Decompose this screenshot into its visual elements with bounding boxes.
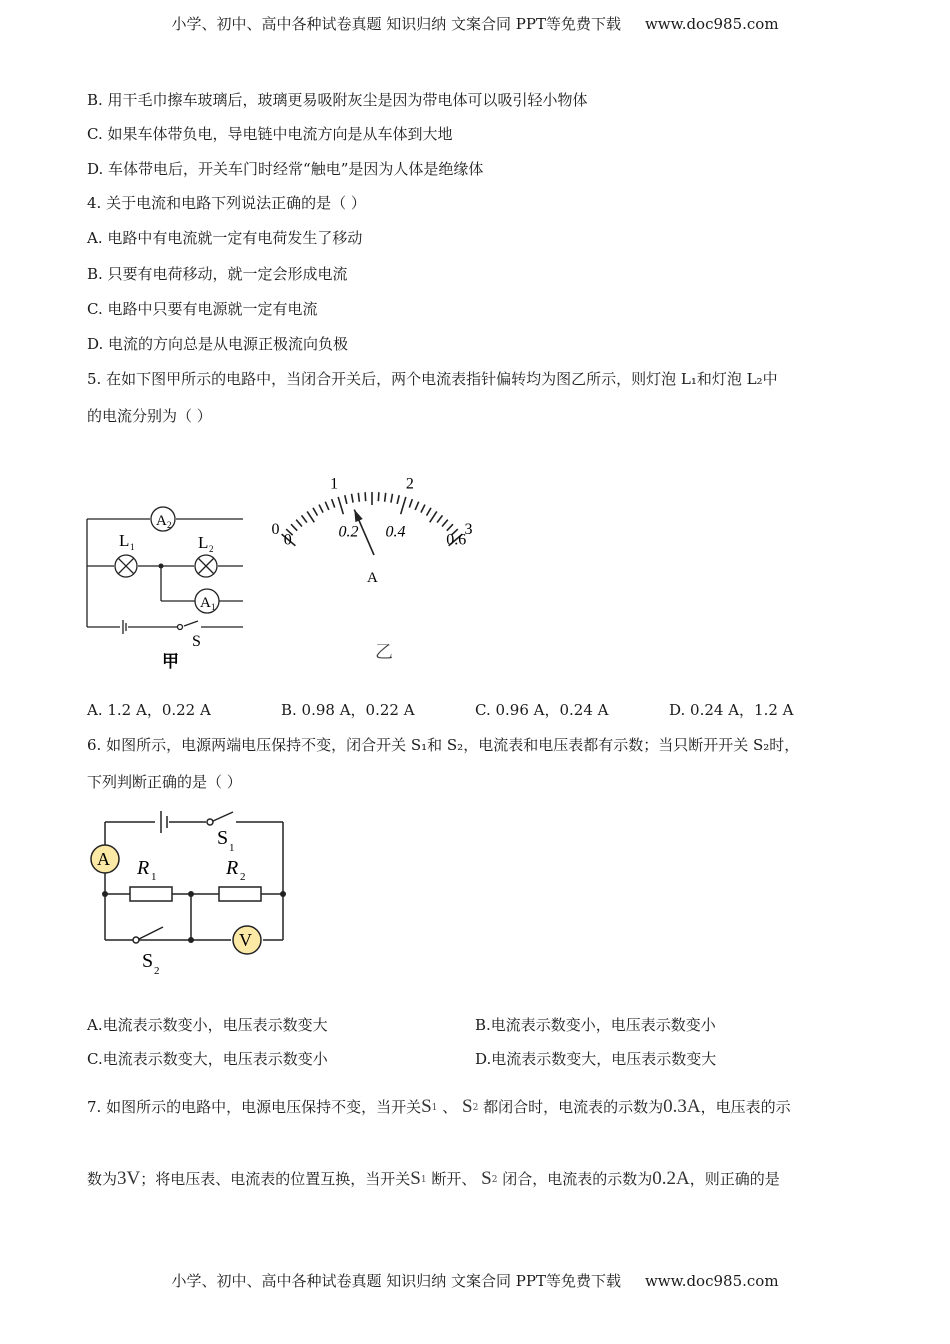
footer-text: 小学、初中、高中各种试卷真题 知识归纳 文案合同 PPT等免费下载 — [171, 1272, 621, 1290]
q6-option-c — [87, 1049, 328, 1069]
q6-option-b — [475, 1015, 716, 1035]
q6-option-d-label: D. — [475, 1050, 492, 1068]
dial-tick — [338, 497, 343, 514]
q5-stem-line1: 5. 在如下图甲所示的电路中，当闭合开关后，两个电流表指针偏转均为图乙所示，则灯泡 L₁和灯泡 L₂中 — [87, 370, 778, 388]
q3-option-c: C. 如果车体带负电，导电链中电流方向是从车体到大地 — [87, 125, 453, 143]
dial-tick-label: 0 — [283, 531, 292, 549]
q4-option-b: B. 只要有电荷移动，就一定会形成电流 — [87, 265, 348, 283]
q7-text-2d: 闭合，电流表的示数为 — [502, 1170, 653, 1188]
q4-option-d: D. 电流的方向总是从电源正极流向负极 — [87, 335, 349, 353]
q5-stem-line2: 的电流分别为（ ） — [87, 407, 212, 425]
label-switch-s: S — [192, 633, 201, 650]
q7-text-2c: 断开、 — [431, 1170, 477, 1188]
dial-tick-label: 2 — [405, 475, 414, 493]
footer-url[interactable]: www.doc985.com — [644, 1272, 779, 1290]
q3-option-b: B. 用干毛巾擦车玻璃后，玻璃更易吸附灰尘是因为带电体可以吸引轻小物体 — [87, 91, 588, 109]
label-voltmeter-v: V — [239, 930, 252, 950]
dial-tick — [430, 511, 437, 522]
dial-tick — [385, 493, 386, 502]
dial-tick-label: 3 — [464, 521, 473, 539]
q7-s2-sub: 2 — [472, 1103, 479, 1113]
dial-tick — [307, 511, 314, 522]
dial-tick — [421, 505, 425, 513]
q7-s2-sub-line2: 2 — [491, 1175, 498, 1185]
q4-option-a: A. 电路中有电流就一定有电荷发生了移动 — [87, 229, 363, 247]
q7-s2-line2: S — [481, 1168, 492, 1189]
dial-tick — [378, 492, 379, 501]
label-l1: L — [119, 531, 130, 550]
dial-tick-label: 0.4 — [385, 523, 406, 541]
label-a1-sub: 1 — [211, 602, 216, 612]
dial-tick — [345, 495, 347, 504]
q7-s1: S — [421, 1096, 432, 1117]
dial-tick — [415, 502, 419, 510]
dial-tick — [437, 515, 442, 522]
label-s1: S — [217, 827, 229, 849]
q7-s1-sub-line2: 1 — [420, 1175, 427, 1185]
q6-option-d-text: 电流表示数变大，电压表示数变大 — [491, 1050, 717, 1068]
label-r1: R — [137, 857, 150, 879]
switch-s-icon — [178, 625, 183, 630]
q7-text-1b: 都闭合时，电流表的示数为 — [483, 1098, 664, 1116]
q7-stem-line1 — [87, 1094, 791, 1123]
label-ammeter-a: A — [97, 849, 110, 869]
switch-s2-icon — [133, 937, 139, 943]
dial-tick — [313, 508, 318, 516]
q6-option-a-label: A. — [87, 1016, 103, 1034]
dial-tick — [442, 520, 448, 527]
q7-value-voltage: 3V — [117, 1168, 141, 1189]
dial-tick — [409, 499, 412, 507]
q6-circuit — [85, 800, 305, 980]
q4-stem: 4. 关于电流和电路下列说法正确的是（ ） — [87, 194, 366, 212]
dial-tick — [332, 499, 335, 507]
label-s2: S — [142, 950, 154, 972]
q6-option-c-text: 电流表示数变大，电压表示数变小 — [102, 1050, 328, 1068]
dial-tick — [352, 494, 354, 503]
caption-yi: 乙 — [375, 642, 393, 662]
dial-tick — [358, 493, 359, 502]
q5-ammeter-dial-yi — [250, 440, 500, 670]
q6-stem-line1: 6. 如图所示，电源两端电压保持不变，闭合开关 S₁和 S₂，电流表和电压表都有示数；当只断开开关 S₂时， — [87, 736, 800, 754]
q7-s1-line2: S — [410, 1168, 421, 1189]
q6-stem-line2: 下列判断正确的是（ ） — [87, 773, 242, 791]
dial-tick — [302, 515, 307, 522]
q5-option-a: A. 1.2 A，0.22 A — [87, 701, 211, 719]
dial-tick — [427, 508, 432, 516]
dial-tick — [447, 524, 453, 531]
q7-sep: 、 — [442, 1098, 458, 1116]
label-l1-sub: 1 — [130, 542, 135, 552]
label-r2-sub: 2 — [240, 871, 246, 883]
dial-tick — [325, 502, 329, 510]
label-l2-sub: 2 — [209, 544, 214, 554]
dial-tick-label: 1 — [330, 475, 339, 493]
q7-s2: S — [461, 1096, 473, 1117]
resistor-r2-icon — [219, 887, 261, 901]
label-r2: R — [226, 857, 239, 879]
dial-tick-label: 0.2 — [338, 523, 359, 541]
dial-tick — [397, 495, 399, 504]
dial-unit-label: A — [367, 570, 378, 586]
q7-text-1a: 7. 如图所示的电路中，电源电压保持不变，当开关 — [87, 1098, 422, 1116]
q5-option-b: B. 0.98 A，0.22 A — [281, 701, 415, 719]
q5-option-d: D. 0.24 A，1.2 A — [669, 701, 794, 719]
q6-option-a-text: 电流表示数变小，电压表示数变大 — [102, 1016, 328, 1034]
dial-tick — [391, 494, 393, 503]
q6-option-d — [475, 1049, 716, 1069]
dial-tick-label: 0.6 — [446, 531, 467, 549]
q7-text-2a: 数为 — [87, 1170, 118, 1188]
q5-circuit-jia — [80, 500, 255, 680]
q7-value-current-1: 0.3A — [663, 1096, 701, 1117]
header-text: 小学、初中、高中各种试卷真题 知识归纳 文案合同 PPT等免费下载 — [171, 15, 621, 33]
q7-text-2b: ；将电压表、电流表的位置互换，当开关 — [140, 1170, 411, 1188]
label-s2-sub: 2 — [154, 965, 160, 977]
page-header — [0, 13, 950, 34]
dial-tick — [365, 492, 366, 501]
label-l2: L — [198, 533, 209, 552]
q7-value-current-2: 0.2A — [652, 1168, 690, 1189]
header-url[interactable]: www.doc985.com — [644, 15, 779, 33]
q5-option-c: C. 0.96 A，0.24 A — [475, 701, 609, 719]
resistor-r1-icon — [130, 887, 172, 901]
label-a2: A — [156, 513, 167, 529]
q7-text-1c: ，电压表的示 — [700, 1098, 791, 1116]
dial-tick — [291, 524, 297, 531]
label-s1-sub: 1 — [229, 842, 235, 854]
q6-option-a — [87, 1015, 328, 1035]
q6-option-b-label: B. — [475, 1016, 491, 1034]
q4-option-c: C. 电路中只要有电源就一定有电流 — [87, 300, 318, 318]
page-footer — [0, 1270, 950, 1291]
switch-s1-icon — [207, 819, 213, 825]
q7-stem-line2 — [87, 1166, 780, 1195]
dial-tick — [296, 520, 302, 527]
q3-option-d: D. 车体带电后，开关车门时经常“触电”是因为人体是绝缘体 — [87, 160, 484, 178]
dial-needle-arrow-icon — [354, 510, 362, 523]
caption-jia: 甲 — [162, 652, 179, 671]
label-r1-sub: 1 — [151, 871, 157, 883]
dial-tick — [319, 505, 323, 513]
dial-tick-label: 0 — [271, 521, 280, 539]
dial-tick — [401, 497, 406, 514]
label-a2-sub: 2 — [167, 520, 172, 530]
q6-option-b-text: 电流表示数变小，电压表示数变小 — [490, 1016, 716, 1034]
q6-option-c-label: C. — [87, 1050, 103, 1068]
label-a1: A — [200, 595, 211, 611]
q7-text-2e: ，则正确的是 — [689, 1170, 780, 1188]
q7-s1-sub: 1 — [431, 1103, 438, 1113]
